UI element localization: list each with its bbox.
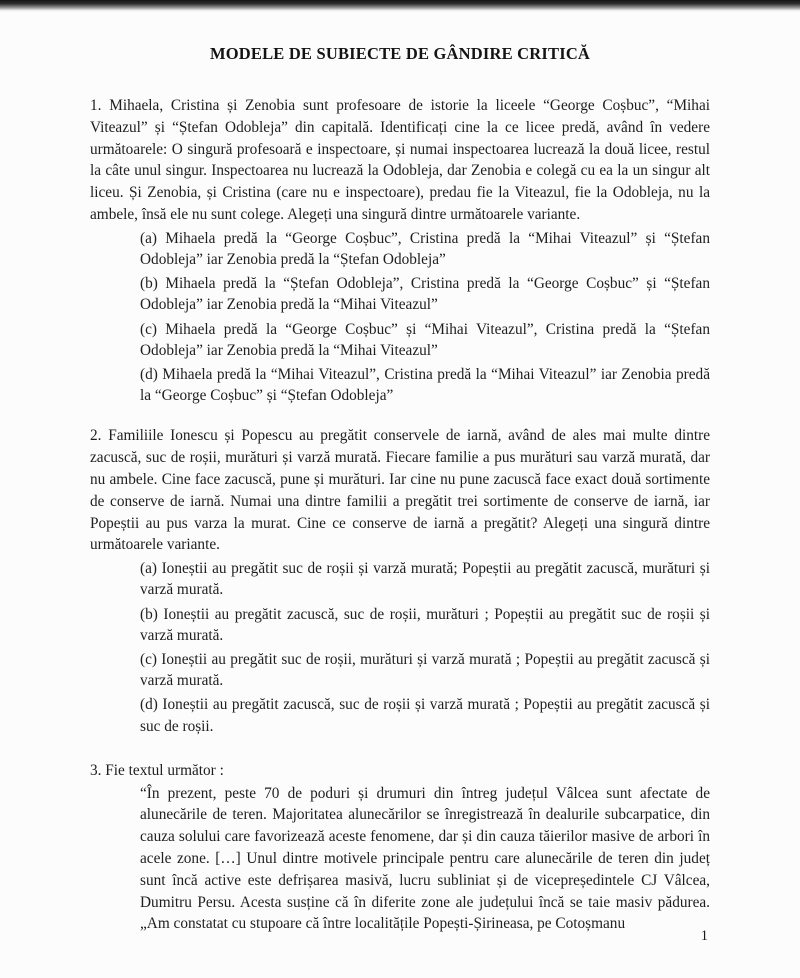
- question-2-option-d: (d) Ioneștii au pregătit zacuscă, suc de roșii și varză murată ; Popeștii au pregătit zacuscă și suc de roșii.: [140, 696, 710, 735]
- question-1-option-a: (a) Mihaela predă la “George Coșbuc”, Cristina predă la “Mihai Viteazul” și “Ștefan Odobleja” iar Zenobia predă la “Ștefan Odobleja”: [140, 229, 710, 268]
- section-divider: [90, 406, 710, 425]
- question-1-option-b: (b) Mihaela predă la “Ștefan Odobleja”, Cristina predă la “George Coșbuc” și “Ștefan Odobleja” iar Zenobia predă la “Mihai Viteazul”: [140, 275, 710, 314]
- page-number: 1: [700, 928, 708, 944]
- question-2-option-a: (a) Ioneștii au pregătit suc de roșii și varză murată; Popeștii au pregătit zacuscă, murături și varză murată.: [140, 560, 710, 599]
- question-3-quote-text: “În prezent, peste 70 de poduri și drumuri din întreg județul Vâlcea sunt afectate de alunecările de teren. Majoritatea alunecărilor se înregistrează în dealurile subcarpatice, din cauza solului care favorizează aceste fenomene, dar și din cauza tăierilor masive de arbori în acele zone. […] Unul dintre motivele principale pentru care alunecările de teren din județ sunt încă active este defrișarea masivă, lucru subliniat și de vicepreședintele CJ Vâlcea, Dumitru Persu. Acesta susține că în diferite zone ale județului încă se taie masiv pădurea. „Am constatat cu stupoare că între localitățile Popești-Șirineasa, pe Cotoșmanu: [140, 784, 710, 933]
- question-2-options: [140, 558, 710, 737]
- question-2-option-c: (c) Ioneștii au pregătit suc de roșii, murături și varză murată ; Popeștii au pregătit zacuscă și varză murată.: [140, 651, 710, 690]
- question-1-option-d: (d) Mihaela predă la “Mihai Viteazul”, Cristina predă la “Mihai Viteazul” iar Zenobia predă la “George Coșbuc” și “Ștefan Odobleja”: [140, 366, 710, 405]
- question-3-heading: 3. Fie textul următor :: [90, 761, 224, 779]
- question-1-option-c: (c) Mihaela predă la “George Coșbuc” și “Mihai Viteazul”, Cristina predă la “Ștefan Odobleja” iar Zenobia predă la “Mihai Viteazul”: [140, 320, 710, 359]
- document-title: MODELE DE SUBIECTE DE GÂNDIRE CRITICĂ: [209, 44, 591, 63]
- question-2-text: 2. Familiile Ionescu și Popescu au pregătit conservele de iarnă, având de ales mai multe dintre zacuscă, suc de roșii, murături și varză murată. Fiecare familie a pus murături sau varză murată, dar nu ambele. Cine face zacuscă, pune și murături. Iar cine nu pune zacuscă face exact două sortimente de conserve de iarnă. Numai una dintre familii a pregătit trei sortimente de conserve de iarnă, iar Popeștii au pus varza la murat. Cine ce conserve de iarnă a pregătit? Alegeți una singură dintre următoarele variante.: [90, 427, 710, 554]
- question-2-option-b: (b) Ioneștii au pregătit zacuscă, suc de roșii, murături ; Popeștii au pregătit suc de roșii și varză murată.: [140, 605, 710, 644]
- question-1-options: [140, 228, 710, 407]
- question-1-text: 1. Mihaela, Cristina și Zenobia sunt profesoare de istorie la liceele “George Coșbuc”, “Mihai Viteazul” și “Ștefan Odobleja” din capitală. Identificați cine la ce licee predă, având în vedere următoarele: O singură profesoară e inspectoare, și numai inspectoarea lucrează la două licee, restul la câte unul singur. Inspectoarea nu lucrează la Odobleja, dar Zenobia e colegă cu ea la un singur alt liceu. Și Zenobia, și Cristina (care nu e inspectoare), predau fie la Viteazul, fie la Odobleja, nu la ambele, însă ele nu sunt colege. Alegeți una singură dintre următoarele variante.: [90, 97, 710, 223]
- section-divider: [90, 737, 710, 760]
